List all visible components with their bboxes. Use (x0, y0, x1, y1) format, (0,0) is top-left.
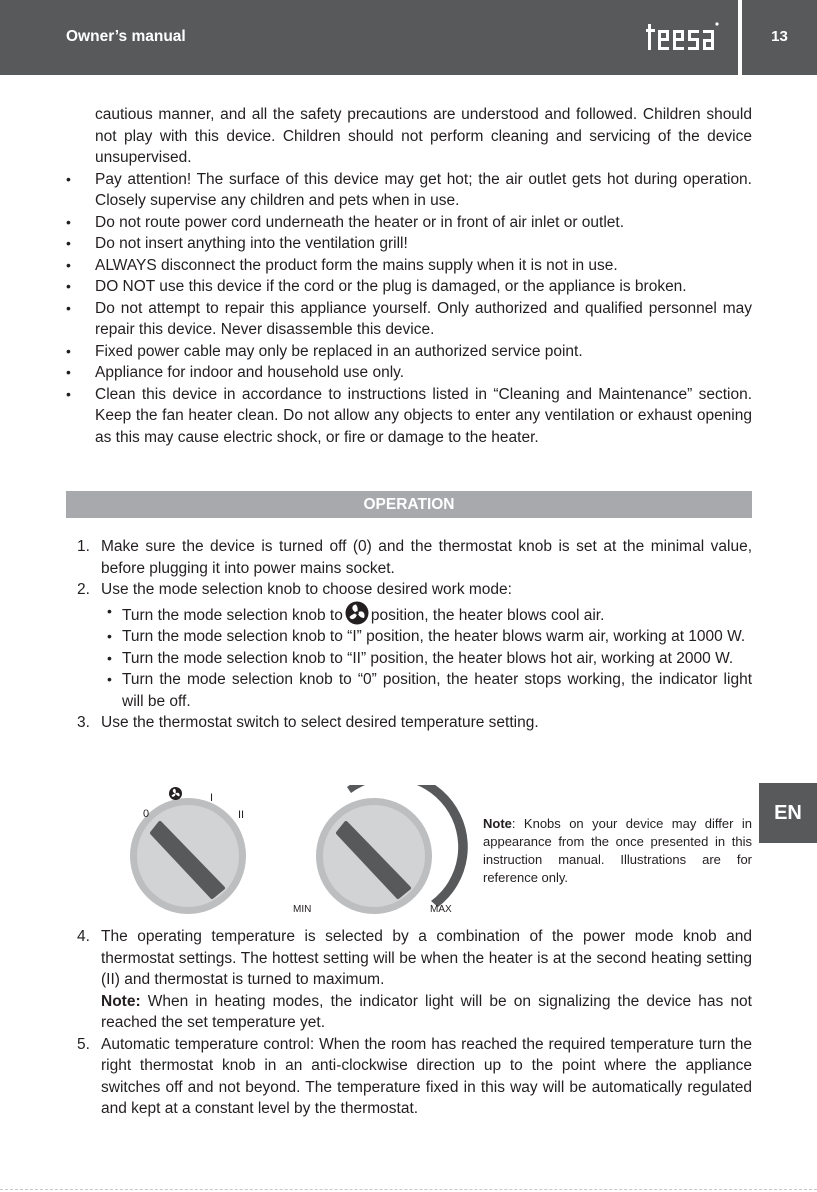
mode-item-fan (101, 601, 752, 627)
safety-item: • Fixed power cable may only be replaced in an authorized service point. (66, 341, 752, 363)
mode-label-low: I (210, 792, 214, 804)
step-2 (66, 579, 752, 712)
mode-label-high: II (238, 809, 245, 821)
step-note (101, 991, 752, 1034)
mode-item-low: • Turn the mode selection knob to “I” position, the heater blows warm air, working at 1000 W. (101, 626, 752, 648)
mode-item-off: • Turn the mode selection knob to “0” position, the heater stops working, the indicator light will be off. (101, 669, 752, 712)
fan-icon (169, 787, 182, 800)
safety-item-continued: cautious manner, and all the safety precautions are understood and followed. Children should not play with this device. Children should not perform cleaning and servicing of the device unsupervised. (95, 106, 752, 166)
note-text: : Knobs on your device may differ in appearance from the once presented in this instruction manual. Illustrations are for reference only. (483, 816, 752, 885)
safety-item: • DO NOT use this device if the cord or the plug is damaged, or the appliance is broken. (66, 276, 752, 298)
thermostat-knob (316, 785, 468, 914)
safety-item: • Pay attention! The surface of this device may get hot; the air outlet gets hot during operation. Closely supervise any children and pets when in use. (66, 169, 752, 212)
step-text: Use the thermostat switch to select desired temperature setting. (101, 714, 539, 731)
figure-note (483, 815, 752, 887)
mode-list (101, 601, 752, 713)
page-number: 13 (771, 28, 788, 45)
section-title: OPERATION (363, 496, 455, 513)
note-text: When in heating modes, the indicator light will be on signalizing the device has not reached the set temperature yet. (101, 992, 752, 1031)
step-1 (66, 536, 752, 579)
header-bar (0, 0, 738, 75)
note-label: Note: (101, 992, 141, 1010)
step-text: Use the mode selection knob to choose desired work mode: (101, 581, 512, 598)
teesa-logo (646, 16, 720, 58)
mode-label-off: 0 (143, 808, 150, 820)
operation-steps-continued (66, 926, 752, 1120)
bottom-divider (0, 1189, 817, 1190)
page-header (0, 0, 817, 75)
language-tab (759, 783, 817, 843)
language-label: EN (774, 802, 802, 824)
mode-item-high: • Turn the mode selection knob to “II” position, the heater blows hot air, working at 2000 W. (101, 648, 752, 670)
step-text: The operating temperature is selected by a combination of the power mode knob and thermostat settings. The hottest setting will be when the heater is at the second heating setting (II) and thermostat is turned to maximum. (101, 928, 752, 988)
step-5 (66, 1034, 752, 1120)
fan-icon (345, 601, 369, 625)
step-text: Make sure the device is turned off (0) and the thermostat knob is set at the minimal value, before plugging it into power mains socket. (101, 538, 752, 577)
thermostat-label-max: MAX (430, 904, 452, 915)
step-number: 3. (77, 714, 90, 731)
operation-section-bar (66, 491, 752, 518)
safety-item: • Appliance for indoor and household use only. (66, 362, 752, 384)
safety-item: • Do not route power cord underneath the heater or in front of air inlet or outlet. (66, 212, 752, 234)
step-4 (66, 926, 752, 1034)
safety-item: • ALWAYS disconnect the product form the mains supply when it is not in use. (66, 255, 752, 277)
thermostat-label-min: MIN (293, 904, 312, 915)
step-text: Automatic temperature control: When the room has reached the required temperature turn the right thermostat knob in an anti-clockwise direction up to the point where the appliance switches off and not beyond. The temperature fixed in this way will be automatically regulated and kept at a constant level by the thermostat. (101, 1035, 752, 1117)
step-number: 2. (77, 581, 90, 598)
operation-steps (66, 536, 752, 734)
mode-text: Turn the mode selection knob to (122, 606, 343, 624)
safety-item: • Do not insert anything into the ventilation grill! (66, 233, 752, 255)
step-number: 1. (77, 538, 90, 555)
safety-item: • Do not attempt to repair this appliance yourself. Only authorized and qualified personnel may repair this device. Never disassemble this device. (66, 298, 752, 341)
mode-text: position, the heater blows cool air. (370, 606, 605, 624)
step-number: 4. (77, 928, 90, 945)
safety-item: • Clean this device in accordance to instructions listed in “Cleaning and Maintenance” section. Keep the fan heater clean. Do not allow any objects to enter any ventilation or exhaust opening as this may cause electric shock, or fire or damage to the heater. (66, 384, 752, 449)
header-title: Owner’s manual (66, 28, 186, 45)
step-3 (66, 712, 752, 734)
safety-list (66, 104, 752, 448)
knobs-illustration (125, 785, 475, 915)
note-label: Note (483, 816, 512, 831)
step-number: 5. (77, 1035, 90, 1053)
